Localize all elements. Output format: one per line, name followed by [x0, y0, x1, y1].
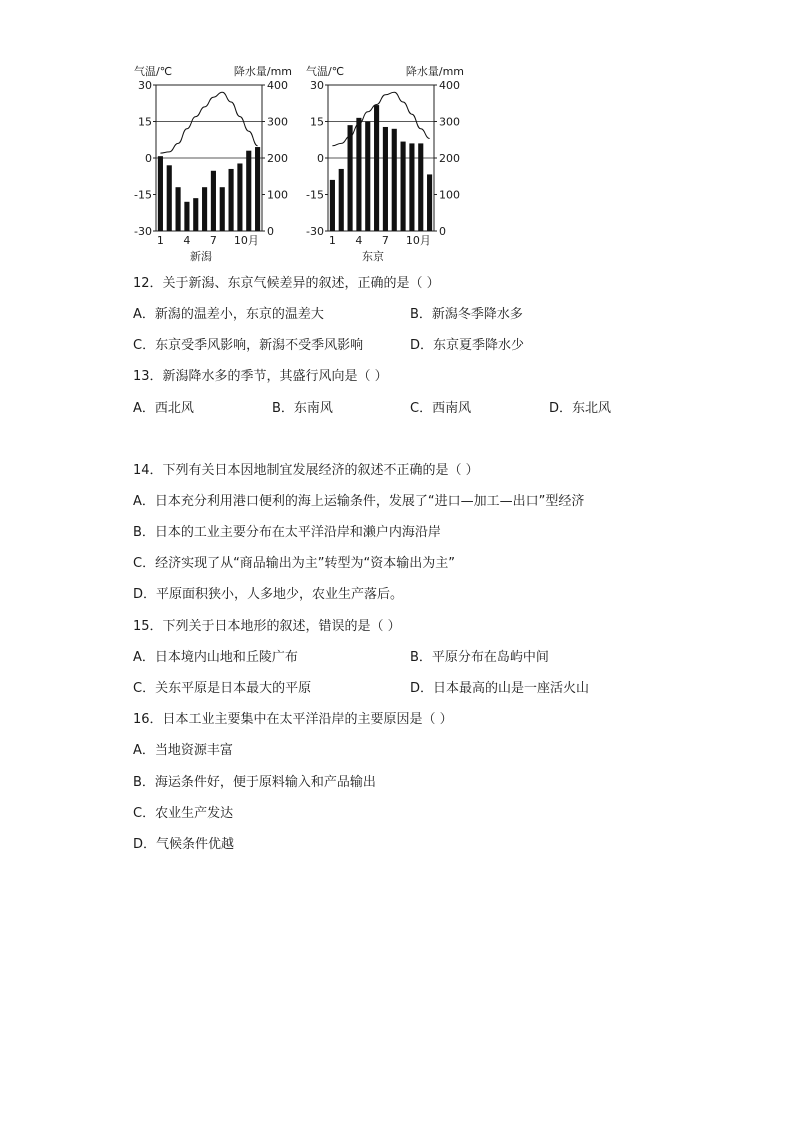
temperature-tick-label: -30: [306, 225, 324, 238]
question-12-option-d[interactable]: D．东京夏季降水少: [410, 338, 525, 353]
precipitation-bar: [418, 143, 423, 231]
precipitation-bar: [374, 105, 379, 231]
question-16-option-b[interactable]: B．海运条件好，便于原料输入和产品输出: [133, 775, 376, 790]
question-14-stem: 14．下列有关日本因地制宜发展经济的叙述不正确的是（ ）: [133, 463, 479, 478]
precipitation-tick-label: 200: [439, 152, 460, 165]
temperature-tick-label: 30: [138, 79, 152, 92]
climate-chart-niigata: [134, 64, 292, 263]
question-16-stem: 16．日本工业主要集中在太平洋沿岸的主要原因是（ ）: [133, 712, 453, 727]
question-12-option-a[interactable]: A．新潟的温差小，东京的温差大: [133, 307, 324, 322]
precipitation-bar: [409, 143, 414, 231]
precipitation-tick-label: 0: [267, 225, 274, 238]
month-tick-label: 10月: [233, 234, 259, 247]
question-12-option-c[interactable]: C．东京受季风影响，新潟不受季风影响: [133, 338, 364, 353]
precipitation-bar: [365, 122, 370, 232]
precipitation-tick-label: 300: [267, 115, 288, 129]
precipitation-bar: [427, 174, 432, 231]
month-tick-label: 1: [328, 234, 336, 247]
question-16-option-a[interactable]: A．当地资源丰富: [133, 743, 233, 758]
chart-title: 新潟: [190, 250, 212, 263]
precipitation-bar: [339, 169, 344, 231]
temperature-tick-label: -15: [134, 188, 152, 202]
precipitation-bar: [237, 163, 242, 231]
precipitation-bar: [255, 147, 260, 231]
temperature-axis-label: 气温/℃: [134, 65, 173, 78]
question-15-option-d[interactable]: D．日本最高的山是一座活火山: [410, 681, 590, 696]
question-13-option-a[interactable]: A．西北风: [133, 401, 194, 416]
precipitation-bar: [330, 180, 335, 231]
question-16-option-d[interactable]: D．气候条件优越: [133, 837, 235, 852]
question-14-option-c[interactable]: C．经济实现了从“商品输出为主”转型为“资本输出为主”: [133, 556, 456, 571]
temperature-tick-label: 0: [317, 152, 324, 165]
question-15-option-a[interactable]: A．日本境内山地和丘陵广布: [133, 650, 298, 665]
question-13-option-d[interactable]: D．东北风: [549, 401, 612, 416]
climate-chart-tokyo: [306, 64, 464, 263]
temperature-tick-label: 30: [310, 79, 324, 92]
precipitation-tick-label: 100: [267, 188, 288, 202]
temperature-axis-label: 气温/℃: [306, 65, 345, 78]
precipitation-bar: [392, 129, 397, 231]
precipitation-bar: [348, 125, 353, 231]
precipitation-bar: [184, 202, 189, 231]
precipitation-tick-label: 200: [267, 152, 288, 165]
precipitation-tick-label: 100: [439, 188, 460, 202]
month-tick-label: 4: [355, 234, 363, 247]
question-12-option-b[interactable]: B．新潟冬季降水多: [410, 307, 523, 322]
precipitation-bar: [202, 187, 207, 231]
precipitation-bar: [193, 198, 198, 231]
question-15-stem: 15．下列关于日本地形的叙述，错误的是（ ）: [133, 619, 401, 634]
precipitation-axis-label: 降水量/mm: [405, 65, 464, 78]
precipitation-bar: [246, 151, 251, 231]
precipitation-bar: [229, 169, 234, 231]
temperature-tick-label: 15: [310, 115, 324, 129]
precipitation-tick-label: 400: [439, 79, 460, 92]
question-13-option-b[interactable]: B．东南风: [272, 401, 333, 416]
precipitation-bar: [356, 118, 361, 231]
month-tick-label: 7: [209, 234, 217, 247]
question-16-option-c[interactable]: C．农业生产发达: [133, 806, 234, 821]
question-15-option-b[interactable]: B．平原分布在岛屿中间: [410, 650, 549, 665]
question-12-stem: 12．关于新潟、东京气候差异的叙述，正确的是（ ）: [133, 276, 440, 291]
precipitation-bar: [176, 187, 181, 231]
question-14-option-d[interactable]: D．平原面积狭小，人多地少，农业生产落后。: [133, 587, 404, 602]
precipitation-bar: [167, 165, 172, 231]
precipitation-tick-label: 300: [439, 115, 460, 129]
precipitation-bar: [158, 156, 163, 231]
temperature-tick-label: -15: [306, 188, 324, 202]
question-15-option-c[interactable]: C．关东平原是日本最大的平原: [133, 681, 312, 696]
month-tick-label: 1: [156, 234, 164, 247]
temperature-curve: [332, 92, 429, 146]
precipitation-axis-label: 降水量/mm: [233, 65, 292, 78]
temperature-tick-label: 0: [145, 152, 152, 165]
month-tick-label: 4: [183, 234, 191, 247]
question-14-option-b[interactable]: B．日本的工业主要分布在太平洋沿岸和濑户内海沿岸: [133, 525, 441, 540]
temperature-tick-label: 15: [138, 115, 152, 129]
precipitation-bar: [383, 127, 388, 231]
question-14-option-a[interactable]: A．日本充分利用港口便利的海上运输条件，发展了“进口—加工—出口”型经济: [133, 494, 585, 509]
precipitation-bar: [211, 171, 216, 231]
precipitation-bar: [401, 142, 406, 231]
temperature-curve: [160, 92, 257, 153]
chart-title: 东京: [362, 250, 384, 263]
temperature-tick-label: -30: [134, 225, 152, 238]
month-tick-label: 7: [381, 234, 389, 247]
month-tick-label: 10月: [405, 234, 431, 247]
precipitation-bar: [220, 187, 225, 231]
precipitation-tick-label: 400: [267, 79, 288, 92]
precipitation-tick-label: 0: [439, 225, 446, 238]
question-13-option-c[interactable]: C．西南风: [410, 401, 472, 416]
climate-charts: [120, 56, 480, 270]
question-13-stem: 13．新潟降水多的季节，其盛行风向是（ ）: [133, 369, 388, 384]
